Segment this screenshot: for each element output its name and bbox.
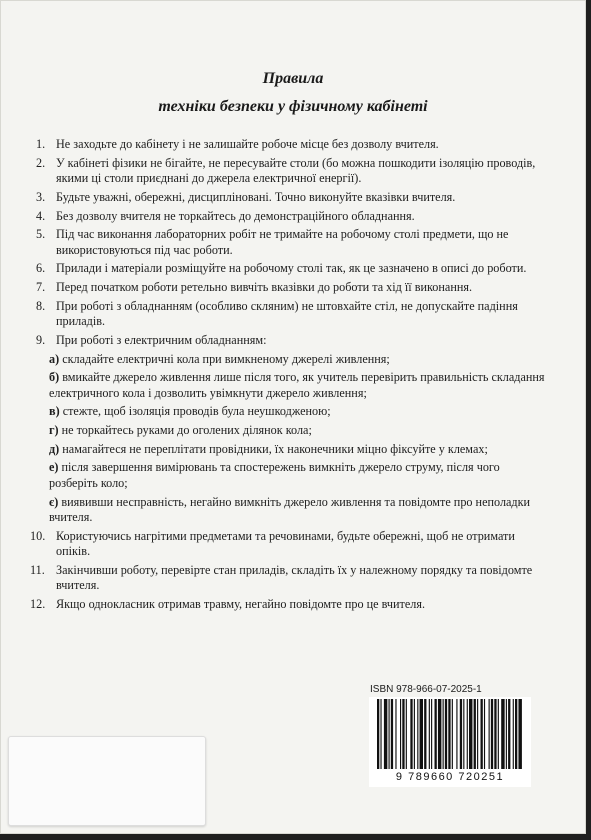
rule-item: 6. Прилади і матеріали розміщуйте на робочому столі так, як це зазначено в описі до роботи. — [36, 261, 527, 276]
subrule-item: в) стежте, щоб ізоляція проводів була неушкодженою; — [49, 404, 331, 419]
barcode — [369, 697, 531, 787]
rule-item: 7. Перед початком роботи ретельно вивчіть вказівки до роботи та хід її виконання. — [36, 280, 473, 295]
rule-item: 1. Не заходьте до кабінету і не залишайте робоче місце без дозволу вчителя. — [36, 137, 439, 151]
rule-item: 2. У кабінеті фізики не бігайте, не пересувайте столи (бо можна пошкодити ізоляцію проводів, якими ці столи приєднані до джерела електричної енергії). — [36, 155, 536, 186]
isbn-label: ISBN 978-966-07-2025-1 — [370, 684, 482, 695]
rule-item: 3. Будьте уважні, обережні, дисципліновані. Точно виконуйте вказівки вчителя. — [36, 189, 456, 204]
rule-item: 12. Якщо однокласник отримав травму, негайно повідомте про це вчителя. — [30, 596, 426, 611]
page-title: Правила — [262, 70, 324, 87]
subrule-item: б) вмикайте джерело живлення лише після того, як учитель перевірить правильність складання електричного кола і дозволить увімкнути джерело живлення; — [49, 370, 545, 400]
subrule-item: а) складайте електричні кола при вимкненому джерелі живлення; — [49, 351, 390, 366]
rule-item: 5. Під час виконання лабораторних робіт не тримайте на робочому столі предмети, що не використовуються під час роботи. — [36, 227, 509, 257]
scan-edge-right — [586, 0, 591, 840]
page-subtitle: техніки безпеки у фізичному кабінеті — [158, 98, 428, 115]
rule-item: 8. При роботі з обладнанням (особливо скляним) не штовхайте стіл, не допускайте падіння приладів. — [36, 298, 518, 329]
subrule-item: є) виявивши несправність, негайно вимкніть джерело живлення та повідомте про неполадки вчителя. — [49, 494, 531, 524]
scan-edge-bottom — [0, 834, 591, 840]
barcode-bars — [369, 697, 531, 771]
subrule-item: д) намагайтеся не переплітати провідники, їх наконечники міцно фіксуйте у клемах; — [49, 441, 488, 456]
safety-rules-list — [30, 137, 550, 616]
rule-item: 9. При роботі з електричним обладнанням: — [36, 332, 267, 347]
rule-item: 11. Закінчивши роботу, перевірте стан приладів, складіть їх у належному порядку та повідомте вчителя. — [30, 562, 533, 593]
rule-item: 4. Без дозволу вчителя не торкайтесь до демонстраційного обладнання. — [36, 208, 415, 223]
subrule-item: е) після завершення вимірювань та спостережень вимкніть джерело струму, після чого розберіть коло; — [49, 460, 500, 490]
rule-item: 10. Користуючись нагрітими предметами та речовинами, будьте обережні, щоб не отримати опіків. — [30, 528, 515, 559]
library-sticker — [8, 736, 206, 826]
barcode-digits: 9 789660 720251 — [395, 771, 505, 783]
subrule-item: г) не торкайтесь руками до оголених ділянок кола; — [49, 423, 312, 438]
